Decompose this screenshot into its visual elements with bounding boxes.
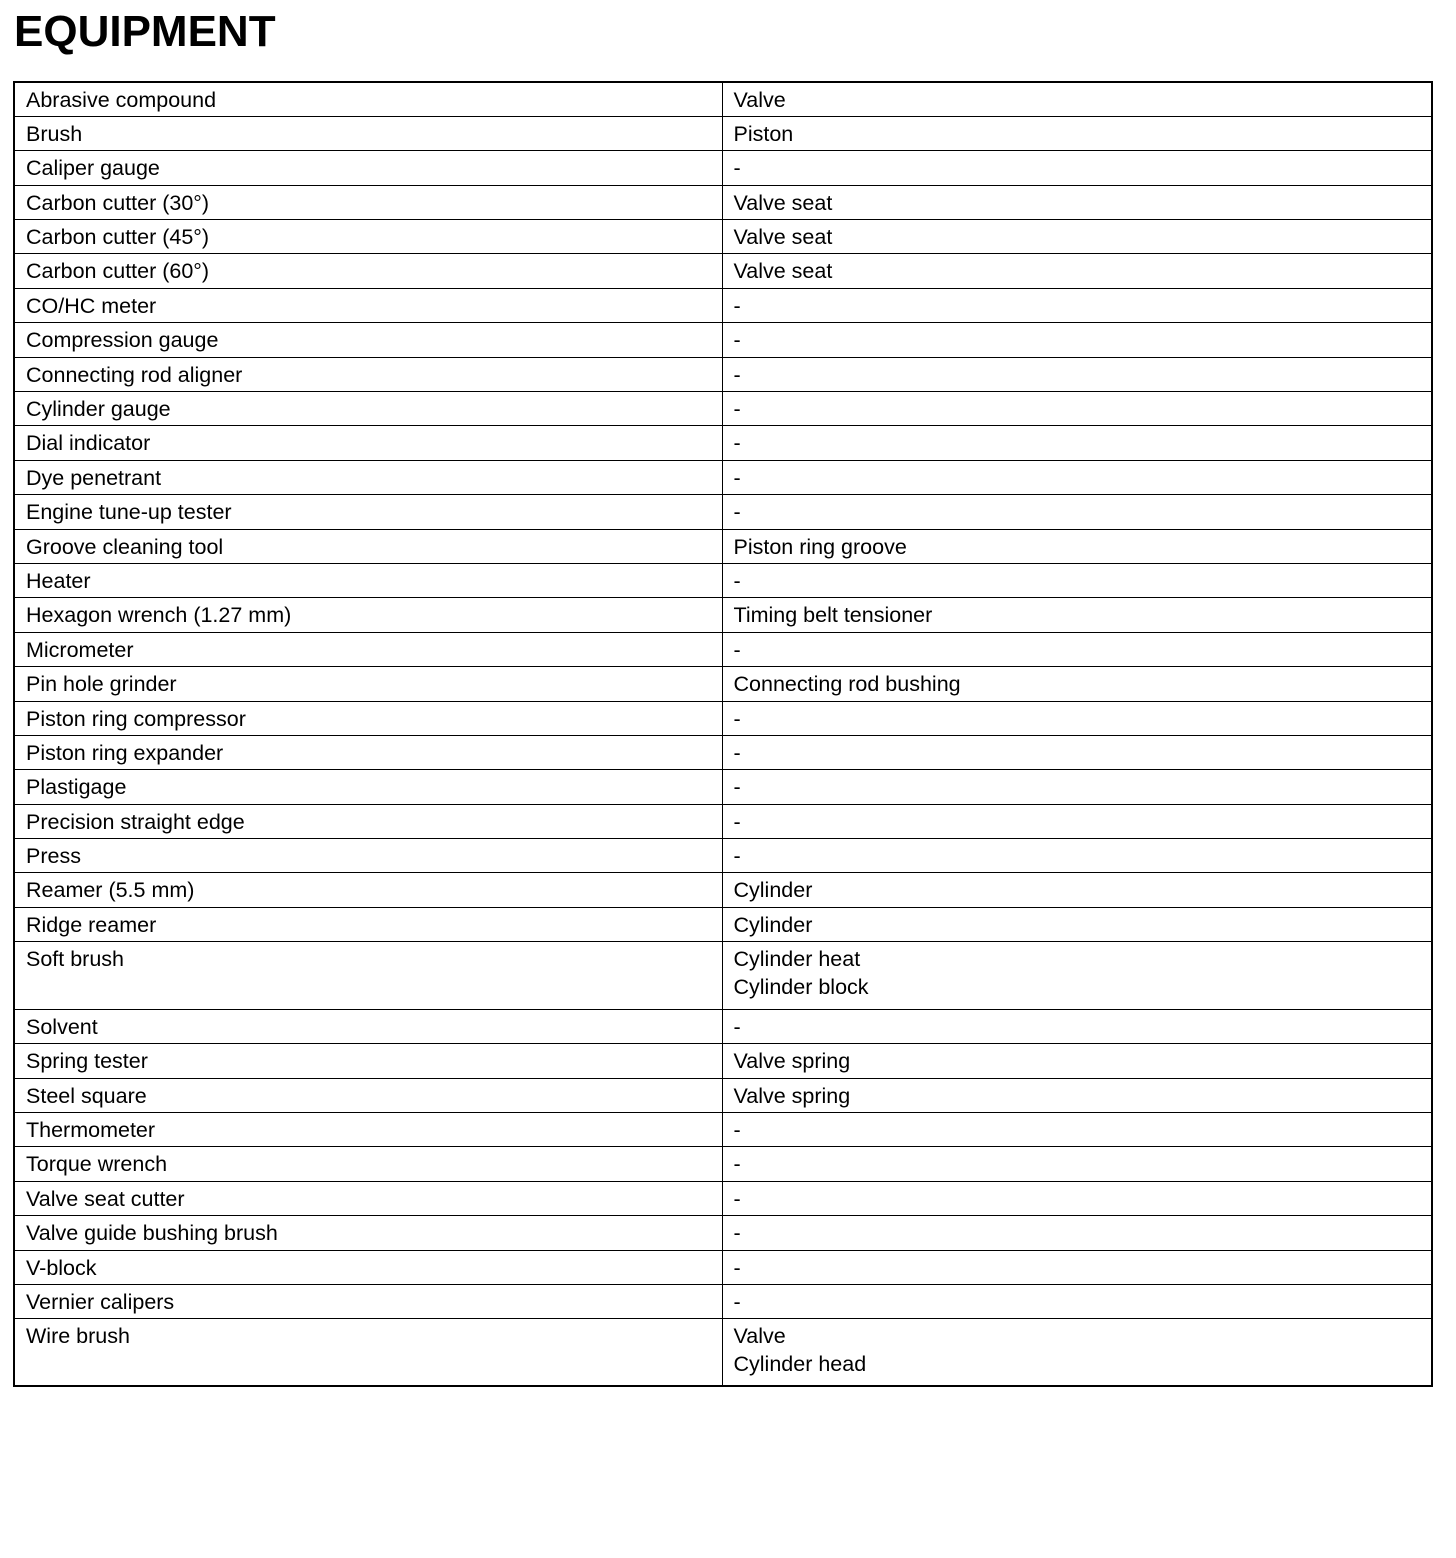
equipment-name-cell: Reamer (5.5 mm) — [14, 873, 722, 907]
equipment-use-text: - — [733, 293, 741, 318]
table-row — [14, 426, 1432, 460]
equipment-use-cell — [722, 460, 1432, 494]
equipment-use-text: - — [733, 1014, 741, 1039]
table-row — [14, 873, 1432, 907]
equipment-use-cell — [722, 701, 1432, 735]
equipment-name-cell: Engine tune-up tester — [14, 495, 722, 529]
equipment-name-cell: Press — [14, 839, 722, 873]
equipment-name-cell: Dye penetrant — [14, 460, 722, 494]
equipment-name-cell: Carbon cutter (45°) — [14, 220, 722, 254]
equipment-name-cell: Torque wrench — [14, 1147, 722, 1181]
table-row — [14, 667, 1432, 701]
equipment-name-cell: Piston ring compressor — [14, 701, 722, 735]
equipment-use-cell — [722, 495, 1432, 529]
equipment-name-cell: Pin hole grinder — [14, 667, 722, 701]
equipment-use-text: - — [733, 1255, 741, 1280]
table-row — [14, 460, 1432, 494]
equipment-use-cell — [722, 1216, 1432, 1250]
equipment-name-cell: V-block — [14, 1250, 722, 1284]
equipment-use-text: Connecting rod bushing — [733, 672, 961, 697]
equipment-name-cell: Soft brush — [14, 942, 722, 1010]
equipment-use-cell — [722, 288, 1432, 322]
equipment-use-text: - — [733, 775, 741, 800]
table-row — [14, 770, 1432, 804]
equipment-name-cell: Hexagon wrench (1.27 mm) — [14, 598, 722, 632]
table-row — [14, 598, 1432, 632]
equipment-name-cell: Micrometer — [14, 632, 722, 666]
equipment-name-cell: Steel square — [14, 1078, 722, 1112]
equipment-use-text: - — [733, 568, 741, 593]
equipment-name-cell: Valve guide bushing brush — [14, 1216, 722, 1250]
equipment-use-cell — [722, 254, 1432, 288]
table-row — [14, 1044, 1432, 1078]
equipment-name-cell: Groove cleaning tool — [14, 529, 722, 563]
equipment-use-cell — [722, 942, 1432, 1010]
equipment-table-body — [14, 82, 1432, 1386]
equipment-use-text: - — [733, 362, 741, 387]
equipment-name-cell: Spring tester — [14, 1044, 722, 1078]
equipment-use-cell — [722, 82, 1432, 116]
equipment-use-text: Valve spring — [733, 1049, 851, 1074]
equipment-name-cell: Compression gauge — [14, 323, 722, 357]
equipment-use-text: Valve seat — [733, 259, 833, 284]
equipment-name-cell: Ridge reamer — [14, 907, 722, 941]
equipment-use-text: Valve seat — [733, 225, 833, 250]
table-row — [14, 357, 1432, 391]
equipment-use-text: - — [733, 1186, 741, 1211]
equipment-use-cell — [722, 357, 1432, 391]
equipment-use-cell — [722, 907, 1432, 941]
table-row — [14, 392, 1432, 426]
table-row — [14, 1284, 1432, 1318]
table-row — [14, 839, 1432, 873]
table-row — [14, 1181, 1432, 1215]
equipment-use-text: - — [733, 637, 741, 662]
equipment-use-cell — [722, 1147, 1432, 1181]
equipment-use-cell — [722, 770, 1432, 804]
table-row — [14, 151, 1432, 185]
equipment-use-text: - — [733, 465, 741, 490]
equipment-name-cell: Vernier calipers — [14, 1284, 722, 1318]
table-row — [14, 1319, 1432, 1386]
equipment-use-cell — [722, 598, 1432, 632]
equipment-use-text: Valve — [733, 1324, 786, 1349]
table-row — [14, 804, 1432, 838]
equipment-table — [13, 81, 1433, 1387]
equipment-use-cell — [722, 804, 1432, 838]
equipment-use-text: - — [733, 156, 741, 181]
equipment-use-text: - — [733, 1221, 741, 1246]
equipment-use-text: Cylinder head — [733, 1351, 867, 1376]
table-row — [14, 563, 1432, 597]
equipment-use-cell — [722, 839, 1432, 873]
table-row — [14, 185, 1432, 219]
equipment-name-cell: Abrasive compound — [14, 82, 722, 116]
equipment-use-cell — [722, 323, 1432, 357]
equipment-use-text: - — [733, 328, 741, 353]
equipment-use-text: - — [733, 397, 741, 422]
table-row — [14, 1216, 1432, 1250]
equipment-use-cell — [722, 220, 1432, 254]
equipment-use-text: - — [733, 500, 741, 525]
equipment-use-cell — [722, 185, 1432, 219]
equipment-use-text: - — [733, 1152, 741, 1177]
equipment-use-text: - — [733, 1117, 741, 1142]
equipment-use-text: - — [733, 1289, 741, 1314]
equipment-use-text: Valve — [733, 88, 786, 112]
equipment-use-cell — [722, 426, 1432, 460]
equipment-name-cell: Wire brush — [14, 1319, 722, 1386]
equipment-use-cell — [722, 563, 1432, 597]
equipment-use-cell — [722, 1009, 1432, 1043]
equipment-use-text: - — [733, 706, 741, 731]
equipment-name-cell: Cylinder gauge — [14, 392, 722, 426]
equipment-use-text: Cylinder — [733, 912, 813, 937]
equipment-use-text: - — [733, 844, 741, 869]
equipment-use-text: - — [733, 431, 741, 456]
equipment-use-text: Cylinder heat — [733, 947, 861, 972]
equipment-name-cell: Valve seat cutter — [14, 1181, 722, 1215]
equipment-use-cell — [722, 1181, 1432, 1215]
table-row — [14, 220, 1432, 254]
equipment-name-cell: CO/HC meter — [14, 288, 722, 322]
equipment-name-cell: Dial indicator — [14, 426, 722, 460]
equipment-use-cell — [722, 151, 1432, 185]
table-row — [14, 1112, 1432, 1146]
equipment-use-cell — [722, 1044, 1432, 1078]
equipment-use-text: Valve spring — [733, 1083, 851, 1108]
page-title: EQUIPMENT — [14, 7, 276, 56]
table-row — [14, 1250, 1432, 1284]
table-row — [14, 82, 1432, 116]
table-row — [14, 735, 1432, 769]
table-row — [14, 632, 1432, 666]
equipment-name-cell: Connecting rod aligner — [14, 357, 722, 391]
table-row — [14, 116, 1432, 150]
equipment-use-cell — [722, 116, 1432, 150]
equipment-use-cell — [722, 632, 1432, 666]
equipment-use-text: Piston — [733, 121, 794, 146]
equipment-use-cell — [722, 392, 1432, 426]
table-row — [14, 1078, 1432, 1112]
equipment-use-cell — [722, 529, 1432, 563]
equipment-use-text: Timing belt tensioner — [733, 603, 933, 628]
equipment-use-text: Cylinder block — [733, 974, 869, 999]
table-row — [14, 942, 1432, 1010]
equipment-use-cell — [722, 1319, 1432, 1386]
table-row — [14, 1009, 1432, 1043]
table-row — [14, 701, 1432, 735]
equipment-name-cell: Thermometer — [14, 1112, 722, 1146]
equipment-use-cell — [722, 1078, 1432, 1112]
equipment-name-cell: Carbon cutter (60°) — [14, 254, 722, 288]
equipment-use-cell — [722, 1112, 1432, 1146]
table-row — [14, 1147, 1432, 1181]
equipment-name-cell: Heater — [14, 563, 722, 597]
table-row — [14, 495, 1432, 529]
equipment-name-cell: Carbon cutter (30°) — [14, 185, 722, 219]
table-row — [14, 254, 1432, 288]
equipment-name-cell: Brush — [14, 116, 722, 150]
equipment-use-text: - — [733, 740, 741, 765]
equipment-use-text: Cylinder — [733, 878, 813, 903]
equipment-use-cell — [722, 1250, 1432, 1284]
table-row — [14, 323, 1432, 357]
equipment-name-cell: Plastigage — [14, 770, 722, 804]
equipment-use-text: Valve seat — [733, 190, 833, 215]
equipment-name-cell: Solvent — [14, 1009, 722, 1043]
table-row — [14, 288, 1432, 322]
table-row — [14, 907, 1432, 941]
table-row — [14, 529, 1432, 563]
equipment-name-cell: Caliper gauge — [14, 151, 722, 185]
equipment-use-cell — [722, 1284, 1432, 1318]
equipment-use-cell — [722, 735, 1432, 769]
equipment-use-cell — [722, 873, 1432, 907]
equipment-use-text: Piston ring groove — [733, 534, 907, 559]
equipment-use-text: - — [733, 809, 741, 834]
equipment-name-cell: Piston ring expander — [14, 735, 722, 769]
equipment-name-cell: Precision straight edge — [14, 804, 722, 838]
equipment-use-cell — [722, 667, 1432, 701]
